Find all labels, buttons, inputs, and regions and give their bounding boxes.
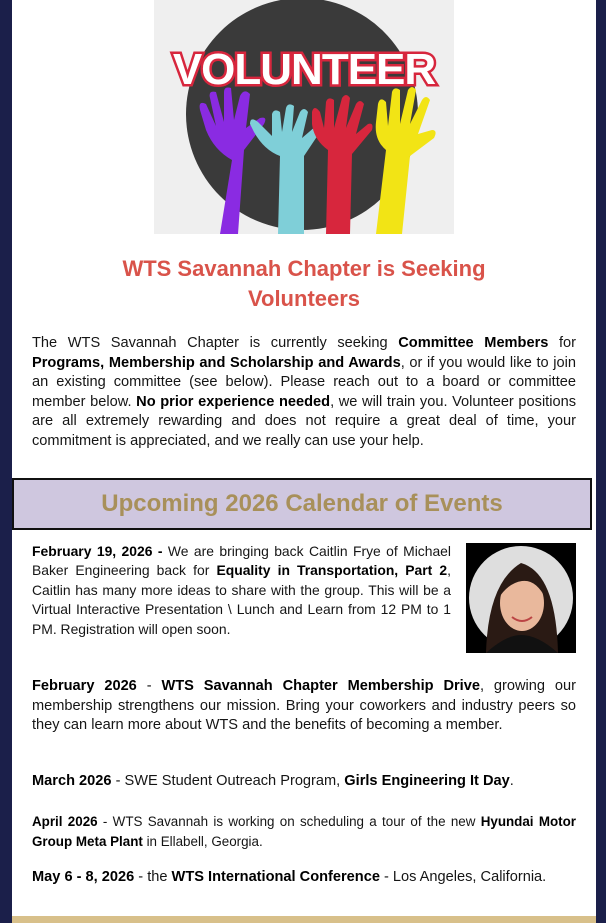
event-item [32,812,576,852]
event-text: . [509,773,514,789]
intro-text-4: , we will train you. Volunteer positions are all extremely rewarding and does not require a great deal of time, your commitment is appreciated, and we really can use your help. [32,393,577,449]
footer-strip [12,916,596,923]
event-date: April 2026 [32,814,98,829]
event-text: in Ellabell, Georgia. [142,834,263,849]
speaker-photo [466,543,576,653]
event-text: - [136,678,162,694]
event-text: - SWE Student Outreach Program, [111,773,345,789]
intro-paragraph [32,334,576,452]
event-text: - Los Angeles, California. [379,869,547,885]
event-text: , Caitlin has many more ideas to share with the group. This will be a Virtual Interactive Presentation \ Lunch and Learn from 12 PM to 1 PM. Registration will open soon. [32,562,451,637]
event-date: February 2026 [32,678,137,694]
event-highlight: WTS Savannah Chapter Membership Drive [161,678,480,694]
event-text: , growing our membership strengthens our mission. Bring your coworkers and industry peers so they can learn more about WTS and the benefits of becoming a member. [32,678,576,734]
volunteer-logo [154,0,454,234]
event-item [32,677,576,736]
event-item [32,772,576,792]
intro-text-1: The WTS Savannah Chapter is currently seeking [32,335,399,351]
title-line-1: WTS Savannah Chapter is Seeking [122,256,486,281]
event-highlight: Equality in Transportation, Part 2 [216,562,448,579]
event-text: - WTS Savannah is working on scheduling a tour of the new [97,814,481,829]
event-item [32,542,451,639]
event-date: March 2026 [32,773,112,789]
event-text: - the [134,869,172,885]
event-highlight: Hyundai Motor Group Meta Plant [32,814,577,849]
event-date: May 6 - 8, 2026 [32,869,135,885]
calendar-banner-title: Upcoming 2026 Calendar of Events [101,490,503,517]
event-text: We are bringing back Caitlin Frye of Michael Baker Engineering back for [32,543,451,579]
event-date: February 19, 2026 - [32,543,163,559]
logo-word: VOLUNTEER [172,45,436,94]
intro-bold-1: Committee Members [398,335,549,351]
event-item [32,868,576,888]
intro-text-3: , or if you would like to join an existing committee (see below). Please reach out to a board or committee member below. [32,354,577,410]
intro-bold-3: No prior experience needed [136,393,331,410]
event-highlight: WTS International Conference [171,869,380,885]
intro-bold-2: Programs, Membership and Scholarship and Awards [32,354,401,371]
title-line-2: Volunteers [247,286,361,311]
intro-text-2: for [548,335,576,351]
page-title [30,254,578,314]
calendar-banner [12,478,592,530]
event-highlight: Girls Engineering It Day [344,773,510,789]
